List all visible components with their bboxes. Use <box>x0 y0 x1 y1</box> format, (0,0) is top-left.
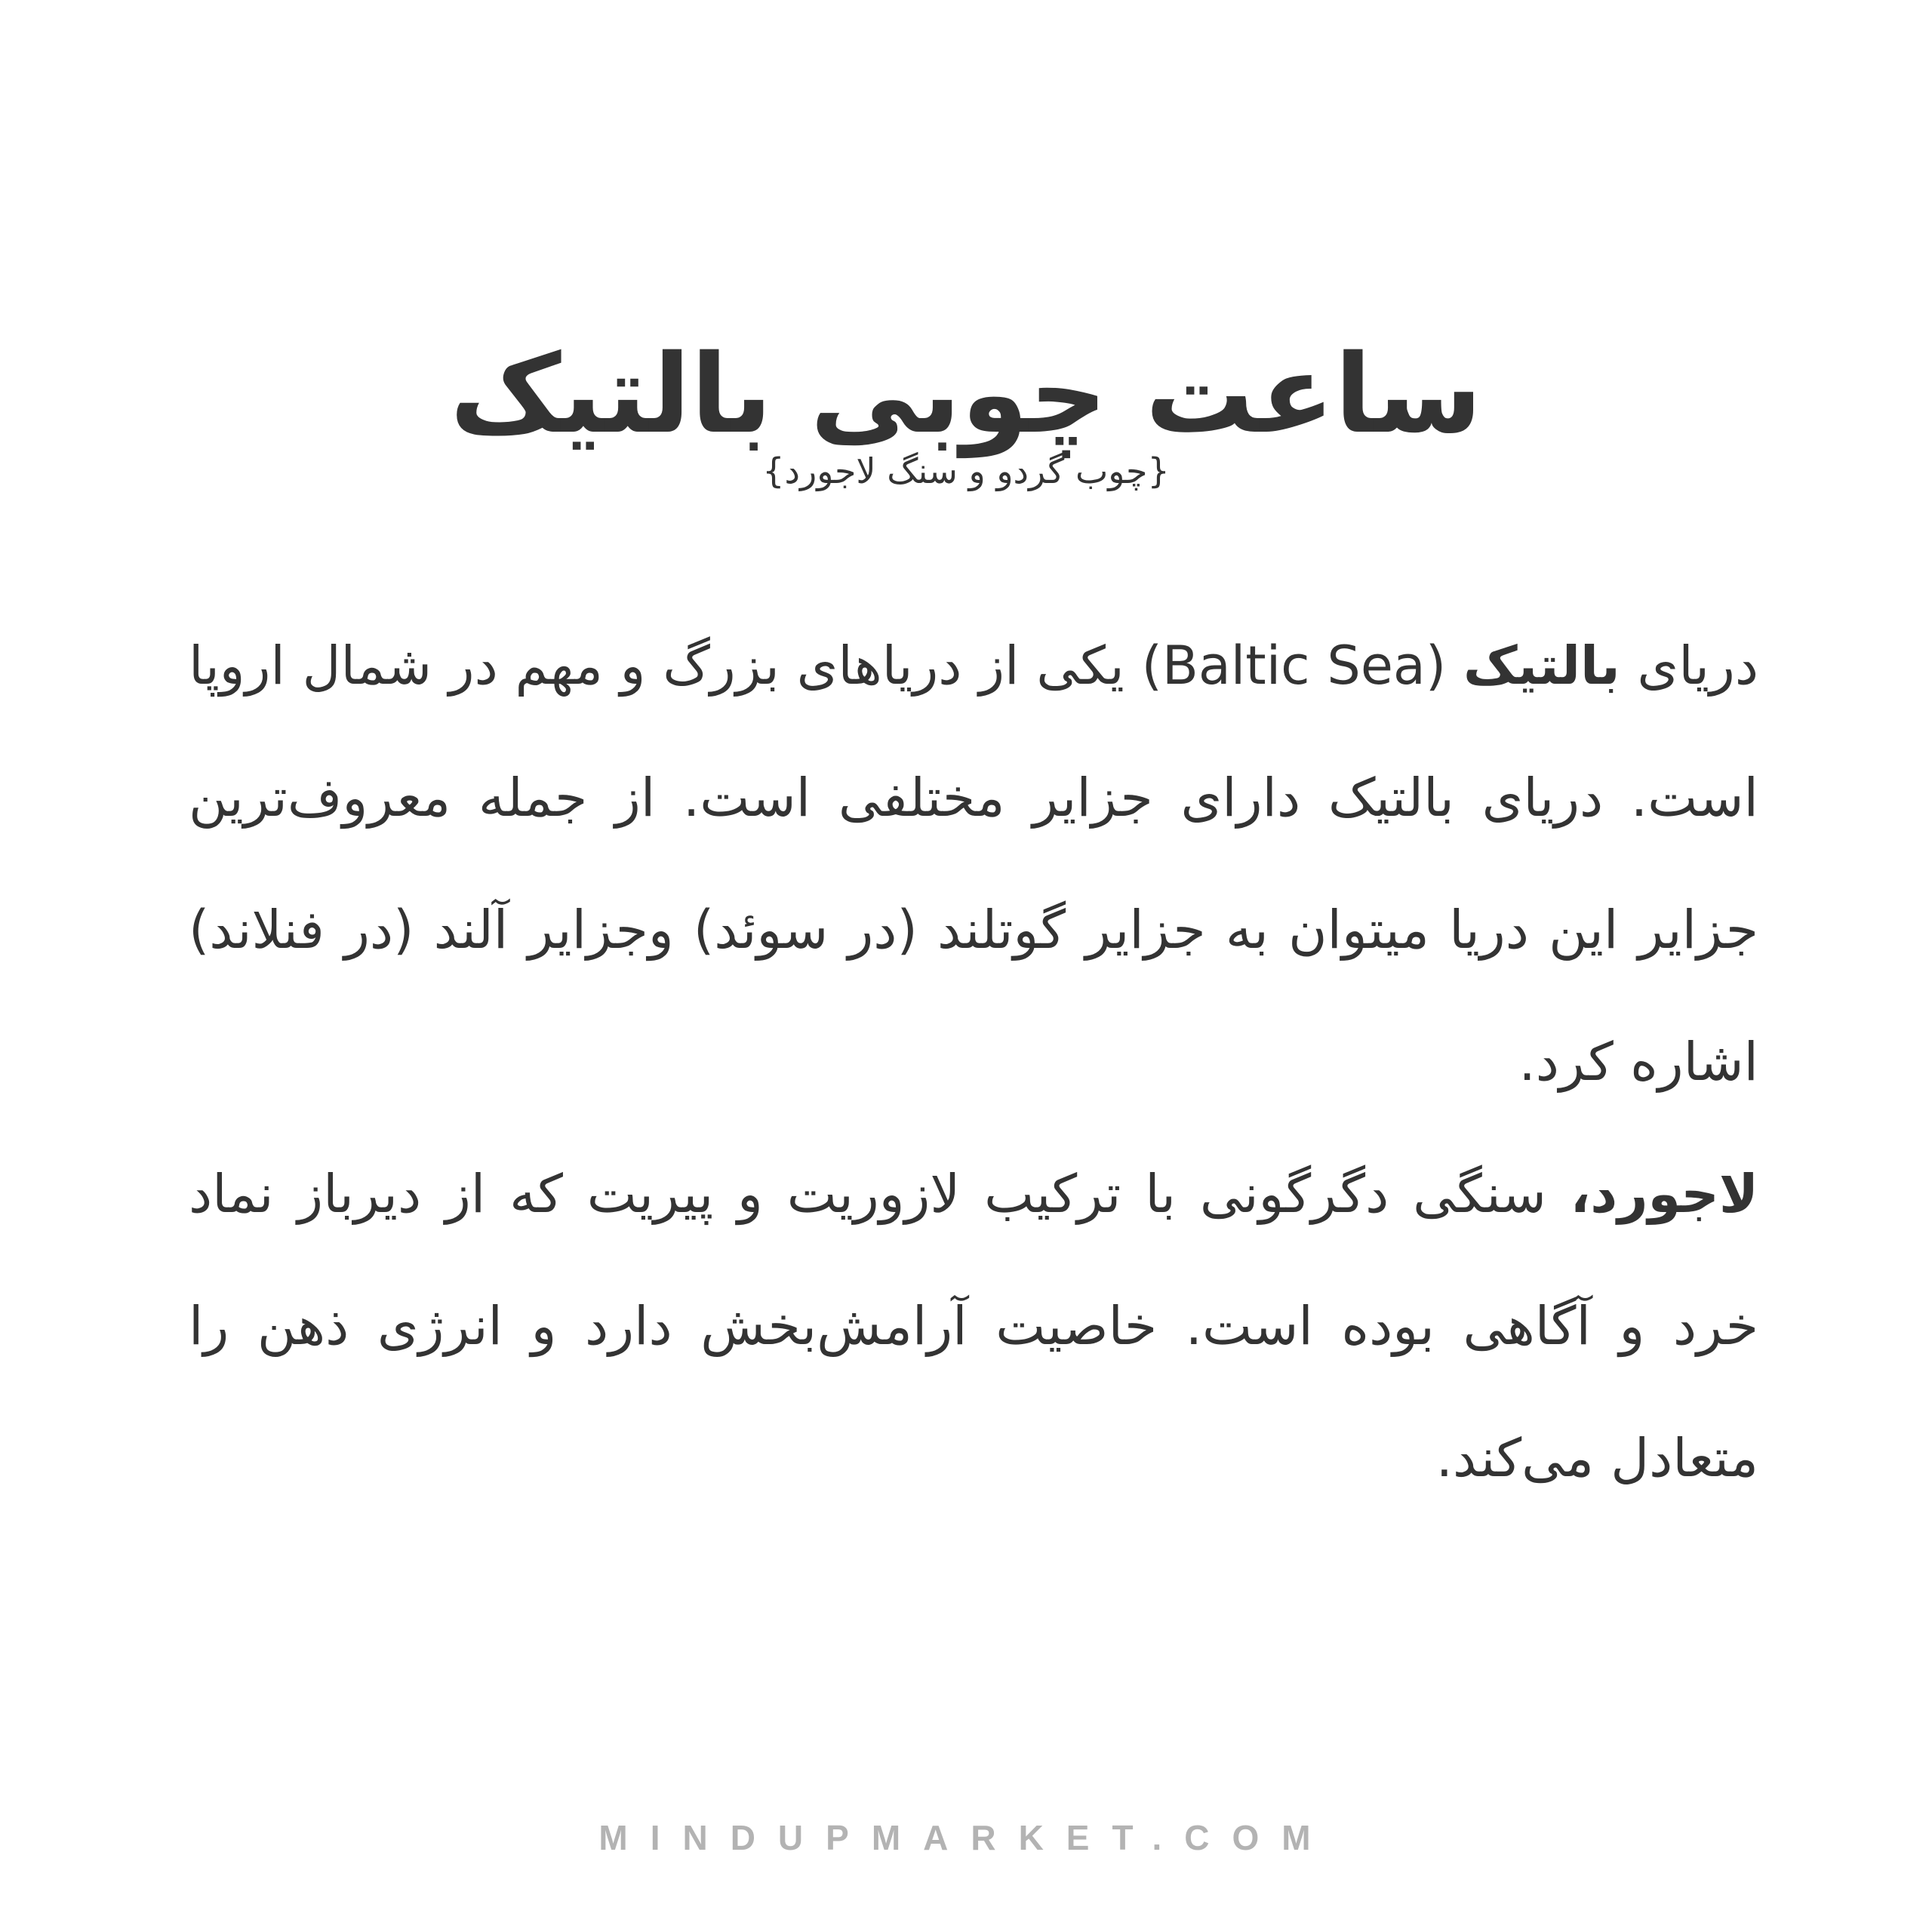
paragraph-lapis <box>189 1128 1758 1524</box>
paragraph-baltic-body: یکی از دریاهای بزرگ و مهم در شمال اروپا است. دریای بالتیک دارای جزایر مختلفی است. از جمله معروف‌ترین جزایر این دریا میتوان به جزایر گوتلند (در سوئد) وجزایر آلند (در فنلاند) اشاره کرد. <box>189 635 1758 1093</box>
paragraph-baltic <box>189 600 1758 1128</box>
page-title: ساعت چوبی بالتیک <box>450 331 1482 458</box>
lapis-term: لاجورد، <box>1570 1163 1758 1225</box>
latin-close-paren: ) <box>1124 635 1162 697</box>
paragraph-lapis-body: سنگی دگرگونی با ترکیب لازوریت و پیریت که از دیرباز نماد خرد و آگاهی بوده است. خاصیت آرامش‌بخش دارد و انرژی ذهن را متعادل می‌کند. <box>189 1163 1758 1489</box>
body-text <box>189 600 1758 1524</box>
latin-open-paren: ( <box>1425 635 1463 697</box>
baltic-term: بالتیک <box>1463 635 1620 697</box>
subtitle: {چوب گردو و سنگ لاجورد} <box>762 451 1170 491</box>
paragraph-baltic-lead: دریای <box>1620 635 1758 697</box>
footer-website: MINDUPMARKET.COM <box>598 1818 1334 1857</box>
baltic-sea-latin: Baltic Sea <box>1161 635 1426 697</box>
